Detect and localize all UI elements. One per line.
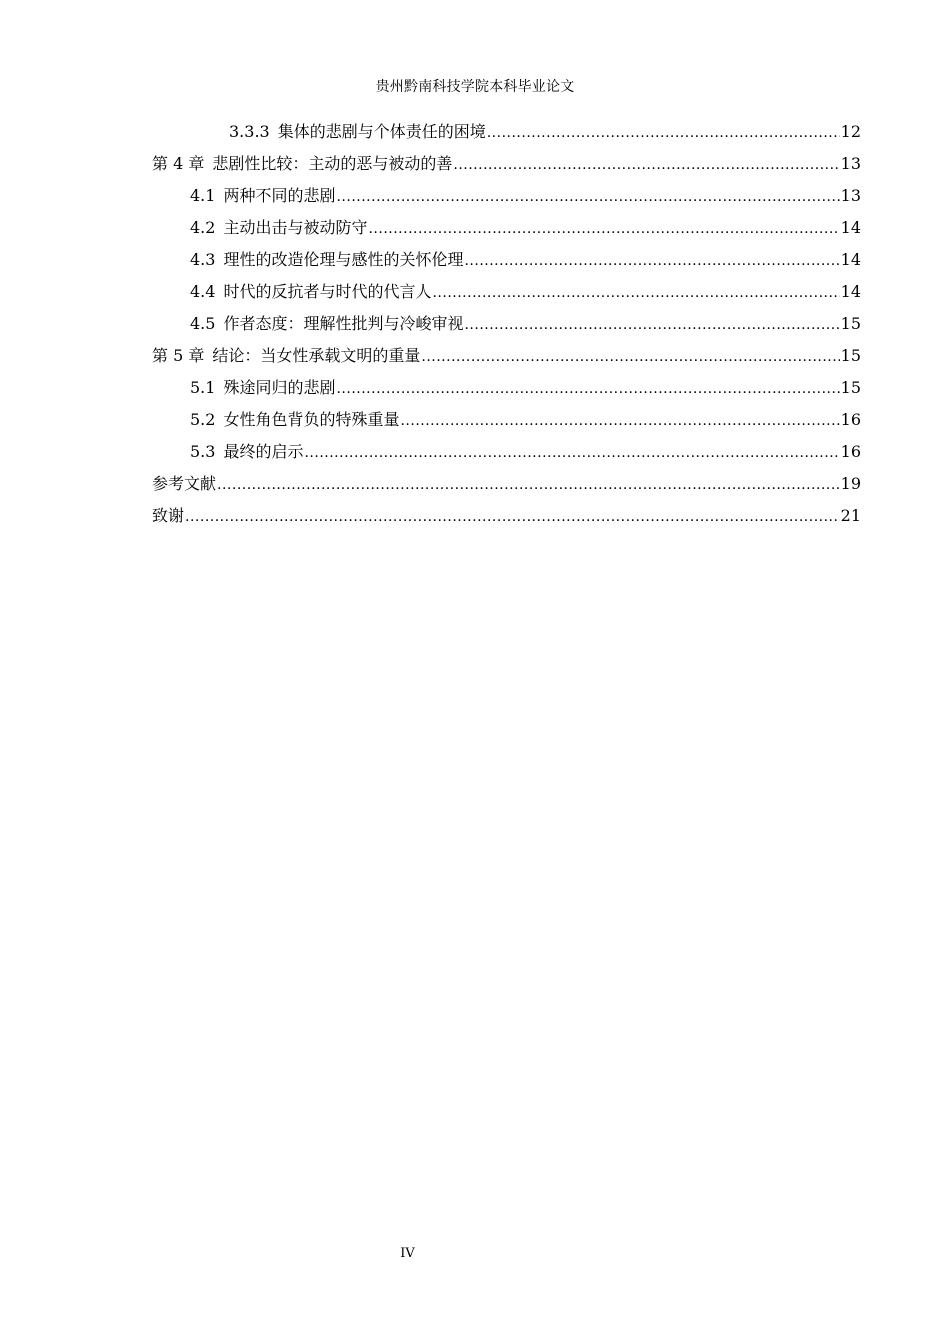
toc-dot-leader	[400, 409, 839, 432]
toc-entry-title: 女性角色背负的特殊重量	[223, 410, 400, 429]
toc-entry-references[interactable]	[152, 473, 861, 505]
toc-entry-chapter-4[interactable]	[152, 153, 861, 185]
toc-entry-title: 致谢	[152, 506, 185, 525]
toc-dot-leader	[464, 249, 839, 272]
toc-entry-title: 理性的改造伦理与感性的关怀伦理	[223, 250, 464, 269]
toc-dot-leader	[464, 313, 839, 336]
toc-entry-title: 作者态度：理解性批判与冷峻审视	[223, 314, 464, 333]
toc-entry-4-5[interactable]	[152, 313, 861, 345]
toc-entry-page: 14	[840, 250, 861, 269]
toc-entry-title: 悲剧性比较：主动的恶与被动的善	[212, 154, 453, 173]
toc-entry-page: 15	[840, 378, 861, 397]
toc-entry-page: 16	[840, 410, 861, 429]
toc-entry-page: 19	[840, 474, 861, 493]
toc-entry-number: 4.1	[190, 186, 216, 205]
toc-entry-4-4[interactable]	[152, 281, 861, 313]
toc-entry-page: 15	[840, 346, 861, 365]
toc-entry-number: 第 5 章	[152, 346, 205, 365]
toc-entry-number: 5.2	[190, 410, 216, 429]
page-number: IV	[400, 1246, 415, 1261]
toc-entry-5-2[interactable]	[152, 409, 861, 441]
toc-entry-page: 13	[840, 154, 861, 173]
toc-entry-number: 5.3	[190, 442, 216, 461]
toc-entry-number: 4.4	[190, 282, 216, 301]
toc-entry-number: 4.2	[190, 218, 216, 237]
toc-entry-page: 12	[840, 122, 861, 141]
toc-entry-number: 4.3	[190, 250, 216, 269]
toc-entry-4-3[interactable]	[152, 249, 861, 281]
toc-entry-4-2[interactable]	[152, 217, 861, 249]
toc-entry-title: 参考文献	[152, 474, 217, 493]
page-header	[0, 77, 950, 97]
toc-entry-title: 殊途同归的悲剧	[223, 378, 336, 397]
toc-dot-leader	[432, 281, 839, 304]
toc-entry-page: 15	[840, 314, 861, 333]
toc-entry-number: 5.1	[190, 378, 216, 397]
toc-dot-leader	[336, 377, 839, 400]
toc-entry-title: 最终的启示	[223, 442, 304, 461]
toc-entry-chapter-5[interactable]	[152, 345, 861, 377]
toc-entry-5-3[interactable]	[152, 441, 861, 473]
toc-entry-page: 16	[840, 442, 861, 461]
toc-dot-leader	[217, 473, 840, 496]
table-of-contents	[152, 121, 861, 537]
toc-dot-leader	[487, 121, 840, 144]
toc-dot-leader	[368, 217, 839, 240]
page-footer	[0, 1245, 815, 1263]
toc-dot-leader	[304, 441, 839, 464]
toc-dot-leader	[421, 345, 839, 368]
toc-entry-5-1[interactable]	[152, 377, 861, 409]
toc-dot-leader	[185, 505, 840, 528]
toc-entry-page: 14	[840, 218, 861, 237]
toc-entry-3-3-3[interactable]	[152, 121, 861, 153]
toc-entry-title: 主动出击与被动防守	[223, 218, 368, 237]
toc-entry-page: 14	[840, 282, 861, 301]
toc-entry-page: 21	[840, 506, 861, 525]
toc-entry-page: 13	[840, 186, 861, 205]
toc-entry-number: 第 4 章	[152, 154, 205, 173]
toc-entry-acknowledgements[interactable]	[152, 505, 861, 537]
toc-entry-4-1[interactable]	[152, 185, 861, 217]
toc-entry-number: 4.5	[190, 314, 216, 333]
toc-entry-title: 集体的悲剧与个体责任的困境	[277, 122, 486, 141]
toc-entry-title: 结论：当女性承载文明的重量	[212, 346, 421, 365]
toc-entry-number: 3.3.3	[229, 122, 270, 141]
toc-dot-leader	[453, 153, 839, 176]
thesis-header-title: 贵州黔南科技学院本科毕业论文	[375, 79, 575, 95]
toc-entry-title: 时代的反抗者与时代的代言人	[223, 282, 432, 301]
toc-entry-title: 两种不同的悲剧	[223, 186, 336, 205]
toc-dot-leader	[336, 185, 839, 208]
